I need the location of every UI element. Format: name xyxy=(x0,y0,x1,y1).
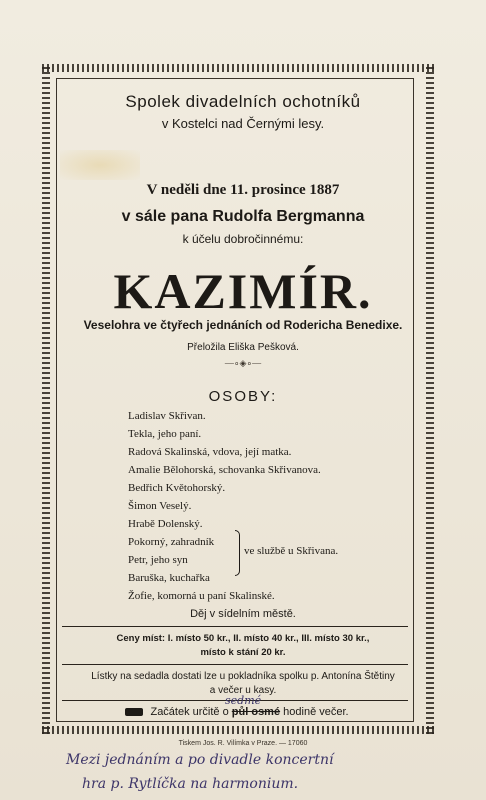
cast-bracket-note: ve službě u Skřivana. xyxy=(244,545,339,557)
ornament-divider: —∘◈∘— xyxy=(224,358,262,368)
pointing-hand-icon xyxy=(125,708,143,716)
border-top xyxy=(42,64,434,72)
event-date: V neděli dne 11. prosince 1887 xyxy=(146,182,340,198)
translator-credit: Přeložila Eliška Pešková. xyxy=(187,342,299,353)
border-bottom xyxy=(42,726,434,734)
cast-item: Ladislav Skřivan. xyxy=(128,410,206,422)
divider-1 xyxy=(62,626,408,627)
cast-item: Baruška, kuchařka xyxy=(128,572,210,584)
tickets-line-1: Lístky na sedadla dostati lze u pokladníka spolku p. Antonína Štětiny xyxy=(91,671,395,682)
border-left xyxy=(42,64,50,734)
cast-item: Tekla, jeho paní. xyxy=(128,428,202,440)
handwritten-note-line-1: Mezi jednáním a po divadle koncertní xyxy=(66,752,334,768)
start-suffix: hodině večer. xyxy=(283,706,349,718)
handwritten-note-line-2: hra p. Rytlíčka na harmonium. xyxy=(82,776,299,792)
start-time-row xyxy=(62,706,408,718)
cast-item: Amalie Bělohorská, schovanka Skřivanova. xyxy=(128,464,321,476)
cast-item: Pokorný, zahradník xyxy=(128,536,215,548)
society-name: Spolek divadelních ochotníků xyxy=(125,92,361,111)
cast-item: Petr, jeho syn xyxy=(128,554,188,566)
tickets-line-2: a večer u kasy. xyxy=(209,685,277,696)
prices-line-2: místo k stání 20 kr. xyxy=(200,647,286,658)
place-note: Děj v sídelním městě. xyxy=(190,608,296,620)
cast-item: Radová Skalinská, vdova, její matka. xyxy=(128,446,292,458)
cast-item: Bedřich Květohorský. xyxy=(128,482,226,494)
event-venue: v sále pana Rudolfa Bergmanna xyxy=(121,208,365,225)
cast-item: Šimon Veselý. xyxy=(128,500,192,512)
play-title: KAZIMÍR. xyxy=(113,263,373,319)
border-right xyxy=(426,64,434,734)
cast-bracket xyxy=(235,530,240,576)
start-prefix: Začátek určitě o xyxy=(150,706,229,718)
prices-line-1: Ceny míst: I. místo 50 kr., II. místo 40 kr., III. místo 30 kr., xyxy=(116,633,370,644)
cast-item: Hrabě Dolenský. xyxy=(128,518,203,530)
printer-credit: Tiskem Jos. R. Vilímka v Praze. — 17060 xyxy=(178,740,308,747)
start-struck-time: půl osmé xyxy=(231,706,281,718)
cast-item: Žofie, komorná u paní Skalinské. xyxy=(128,590,275,602)
prices-block xyxy=(72,632,414,660)
divider-2 xyxy=(62,664,408,665)
event-purpose: k účelu dobročinnému: xyxy=(182,232,304,246)
cast-heading: OSOBY: xyxy=(208,388,278,405)
handwritten-time-correction: sedmé xyxy=(225,694,262,707)
play-subtitle: Veselohra ve čtyřech jednáních od Rodericha Benedixe. xyxy=(83,318,403,332)
society-location: v Kostelci nad Černými lesy. xyxy=(161,116,325,131)
